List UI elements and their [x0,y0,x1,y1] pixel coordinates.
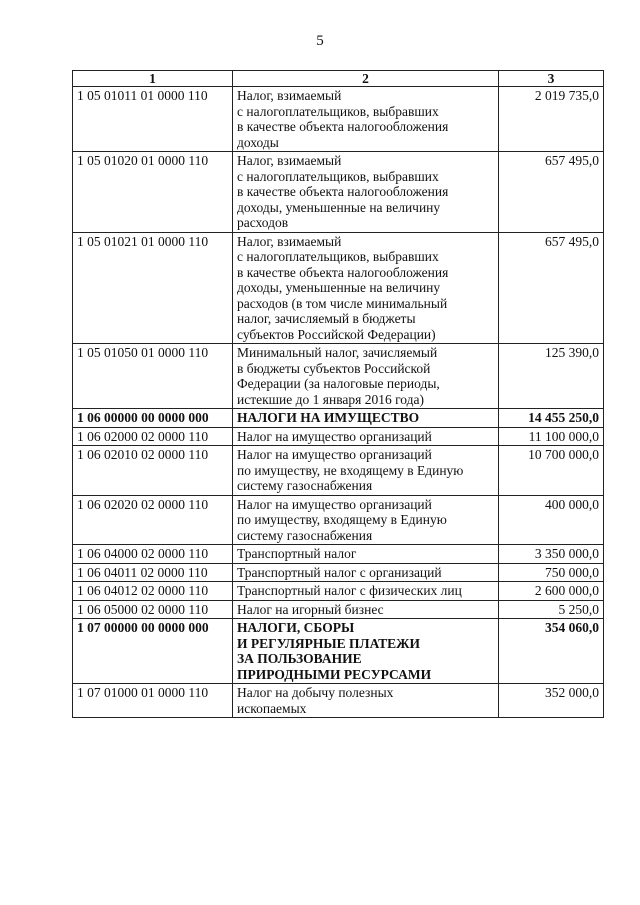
table-row [73,427,604,446]
amount-cell: 352 000,0 [499,684,604,718]
amount-cell: 125 390,0 [499,344,604,409]
amount-cell: 2 019 735,0 [499,87,604,152]
amount-cell: 10 700 000,0 [499,446,604,496]
amount-cell: 657 495,0 [499,152,604,233]
amount-cell: 400 000,0 [499,495,604,545]
budget-revenue-table [72,70,604,718]
revenue-name-cell: Транспортный налог [233,545,499,564]
revenue-name-cell: Налог, взимаемый с налогоплательщиков, выбравших в качестве объекта налогообложения доходы [233,87,499,152]
budget-code-cell: 1 06 04000 02 0000 110 [73,545,233,564]
revenue-name-cell: Налог на добычу полезных ископаемых [233,684,499,718]
budget-code-cell: 1 05 01021 01 0000 110 [73,232,233,344]
table-row [73,684,604,718]
revenue-name-cell: Транспортный налог с физических лиц [233,582,499,601]
budget-code-cell: 1 07 00000 00 0000 000 [73,619,233,684]
revenue-name-cell: Налог на имущество организаций по имуществу, не входящему в Единую систему газоснабжения [233,446,499,496]
table-row [73,600,604,619]
table-row [73,446,604,496]
table-row [73,152,604,233]
budget-code-cell: 1 05 01050 01 0000 110 [73,344,233,409]
budget-code-cell: 1 07 01000 01 0000 110 [73,684,233,718]
amount-cell: 11 100 000,0 [499,427,604,446]
amount-cell: 3 350 000,0 [499,545,604,564]
budget-code-cell: 1 06 02020 02 0000 110 [73,495,233,545]
amount-cell: 14 455 250,0 [499,409,604,428]
column-header-amount: 3 [499,71,604,87]
revenue-name-cell: Налог на имущество организаций [233,427,499,446]
table-row [73,545,604,564]
revenue-name-cell: Налог, взимаемый с налогоплательщиков, выбравших в качестве объекта налогообложения доходы, уменьшенные на величину расходов [233,152,499,233]
table-row [73,87,604,152]
revenue-name-cell: Минимальный налог, зачисляемый в бюджеты субъектов Российской Федерации (за налоговые периоды, истекшие до 1 января 2016 года) [233,344,499,409]
revenue-name-cell: Налог на имущество организаций по имуществу, входящему в Единую систему газоснабжения [233,495,499,545]
table-row [73,232,604,344]
budget-code-cell: 1 06 02000 02 0000 110 [73,427,233,446]
column-header-code: 1 [73,71,233,87]
amount-cell: 2 600 000,0 [499,582,604,601]
amount-cell: 750 000,0 [499,563,604,582]
table-row [73,563,604,582]
budget-code-cell: 1 06 04011 02 0000 110 [73,563,233,582]
amount-cell: 657 495,0 [499,232,604,344]
table-row-section-total [73,619,604,684]
column-header-name: 2 [233,71,499,87]
table-row [73,344,604,409]
revenue-name-cell: НАЛОГИ НА ИМУЩЕСТВО [233,409,499,428]
budget-code-cell: 1 05 01011 01 0000 110 [73,87,233,152]
budget-code-cell: 1 06 02010 02 0000 110 [73,446,233,496]
revenue-name-cell: Транспортный налог с организаций [233,563,499,582]
budget-code-cell: 1 05 01020 01 0000 110 [73,152,233,233]
table-row [73,582,604,601]
budget-code-cell: 1 06 04012 02 0000 110 [73,582,233,601]
budget-code-cell: 1 06 05000 02 0000 110 [73,600,233,619]
table-row-section-total [73,409,604,428]
table-header-row [73,71,604,87]
revenue-name-cell: НАЛОГИ, СБОРЫ И РЕГУЛЯРНЫЕ ПЛАТЕЖИ ЗА ПОЛЬЗОВАНИЕ ПРИРОДНЫМИ РЕСУРСАМИ [233,619,499,684]
amount-cell: 5 250,0 [499,600,604,619]
revenue-name-cell: Налог на игорный бизнес [233,600,499,619]
table-row [73,495,604,545]
page-number: 5 [316,33,324,49]
budget-code-cell: 1 06 00000 00 0000 000 [73,409,233,428]
amount-cell: 354 060,0 [499,619,604,684]
revenue-name-cell: Налог, взимаемый с налогоплательщиков, выбравших в качестве объекта налогообложения доходы, уменьшенные на величину расходов (в том числе минимальный налог, зачисляемый в бюджеты субъектов Российской Федерации) [233,232,499,344]
